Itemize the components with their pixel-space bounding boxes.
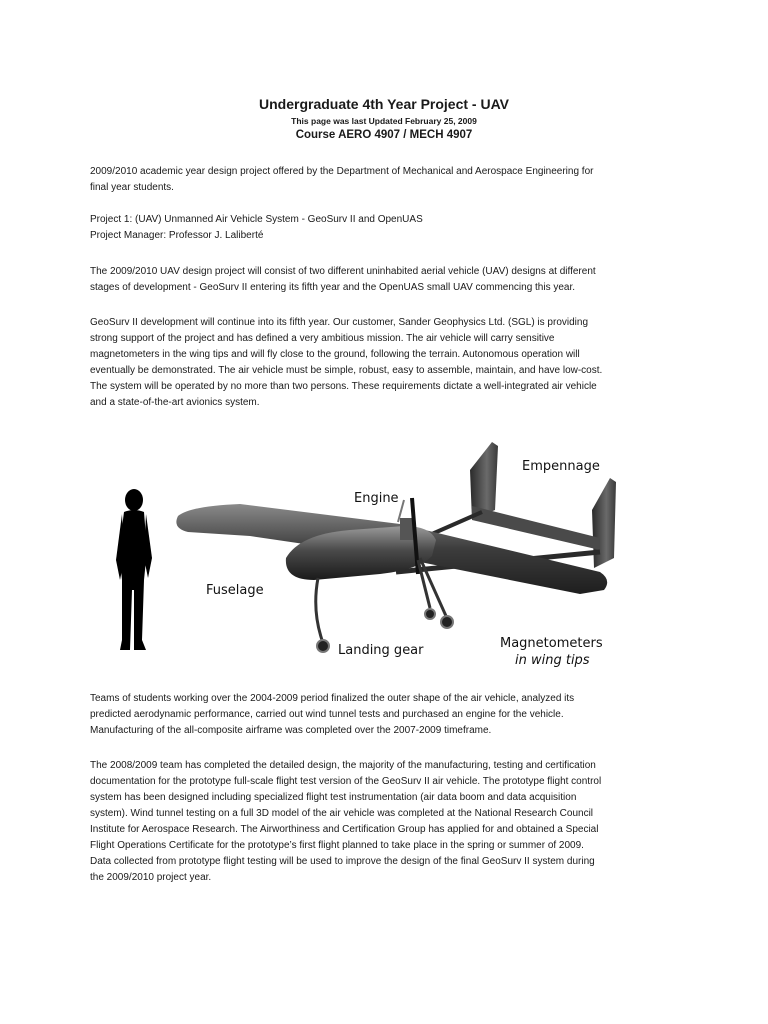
text-line: final year students. bbox=[90, 182, 174, 193]
text-line: system has been designed including specialized flight test instrumentation (air data boom and data acquisition bbox=[90, 792, 577, 803]
label-fuselage: Fuselage bbox=[206, 583, 264, 598]
last-updated-note: This page was last Updated February 25, 2009 bbox=[291, 116, 477, 126]
project-paragraph bbox=[90, 212, 685, 244]
geosurv-paragraph bbox=[90, 315, 685, 411]
text-line: stages of development - GeoSurv II entering its fifth year and the OpenUAS small UAV commencing this year. bbox=[90, 282, 576, 293]
text-line: strong support of the project and has defined a very ambitious mission. The air vehicle will carry sensitive bbox=[90, 333, 555, 344]
text-line: The system will be operated by no more than two persons. These requirements dictate a well-integrated air vehicle bbox=[90, 381, 597, 392]
text-line: eventually be demonstrated. The air vehicle must be simple, robust, easy to assemble, maintain, and have low-cost. bbox=[90, 365, 603, 376]
wheel-front bbox=[317, 640, 329, 652]
text-line: system). Wind tunnel testing on a full 3D model of the air vehicle was completed at the National Research Council bbox=[90, 808, 594, 819]
teams-paragraph bbox=[90, 691, 685, 739]
text-line: Project 1: (UAV) Unmanned Air Vehicle System - GeoSurv II and OpenUAS bbox=[90, 214, 423, 225]
text-line: and a state-of-the-art avionics system. bbox=[90, 397, 260, 408]
text-line: magnetometers in the wing tips and will fly close to the ground, following the terrain. Autonomous operation will bbox=[90, 349, 580, 360]
text-line: Institute for Aerospace Research. The Airworthiness and Certification Group has applied for and obtained a Special bbox=[90, 824, 599, 835]
label-wing-tips: in wing tips bbox=[515, 653, 590, 668]
label-landing-gear: Landing gear bbox=[338, 643, 424, 658]
page-title: Undergraduate 4th Year Project - UAV bbox=[259, 96, 509, 112]
text-line: Flight Operations Certificate for the prototype’s first flight planned to take place in the spring or summer of 2009. bbox=[90, 840, 584, 851]
wheel-rear bbox=[441, 616, 453, 628]
label-empennage: Empennage bbox=[522, 459, 600, 474]
label-engine: Engine bbox=[354, 491, 399, 506]
intro-paragraph bbox=[90, 164, 685, 196]
text-line: predicted aerodynamic performance, carried out wind tunnel tests and purchased an engine for the vehicle. bbox=[90, 709, 564, 720]
text-line: Data collected from prototype flight testing will be used to improve the design of the final GeoSurv II system during bbox=[90, 856, 595, 867]
human-silhouette bbox=[116, 489, 152, 650]
text-line: the 2009/2010 project year. bbox=[90, 872, 212, 883]
horizontal-stabilizer bbox=[472, 506, 600, 550]
text-line: Project Manager: Professor J. Laliberté bbox=[90, 230, 264, 241]
text-line: GeoSurv II development will continue into its fifth year. Our customer, Sander Geophysics Ltd. (SGL) is providing bbox=[90, 317, 589, 328]
text-line: documentation for the prototype full-scale flight test version of the GeoSurv II air vehicle. The prototype flight control bbox=[90, 776, 602, 787]
overview-paragraph bbox=[90, 264, 685, 296]
text-line: The 2009/2010 UAV design project will consist of two different uninhabited aerial vehicle (UAV) designs at different bbox=[90, 266, 596, 277]
uav-illustration bbox=[100, 440, 640, 670]
text-line: The 2008/2009 team has completed the detailed design, the majority of the manufacturing, testing and certification bbox=[90, 760, 596, 771]
text-line: Teams of students working over the 2004-2009 period finalized the outer shape of the air vehicle, analyzed its bbox=[90, 693, 575, 704]
course-code: Course AERO 4907 / MECH 4907 bbox=[295, 129, 473, 141]
text-line: 2009/2010 academic year design project offered by the Department of Mechanical and Aerospace Engineering for bbox=[90, 166, 594, 177]
team-2008-paragraph bbox=[90, 758, 685, 886]
uav-diagram bbox=[100, 440, 640, 670]
text-line: Manufacturing of the all-composite airframe was completed over the 2007-2009 timeframe. bbox=[90, 725, 492, 736]
wheel-mid bbox=[425, 609, 435, 619]
label-magnetometers: Magnetometers bbox=[500, 636, 603, 651]
